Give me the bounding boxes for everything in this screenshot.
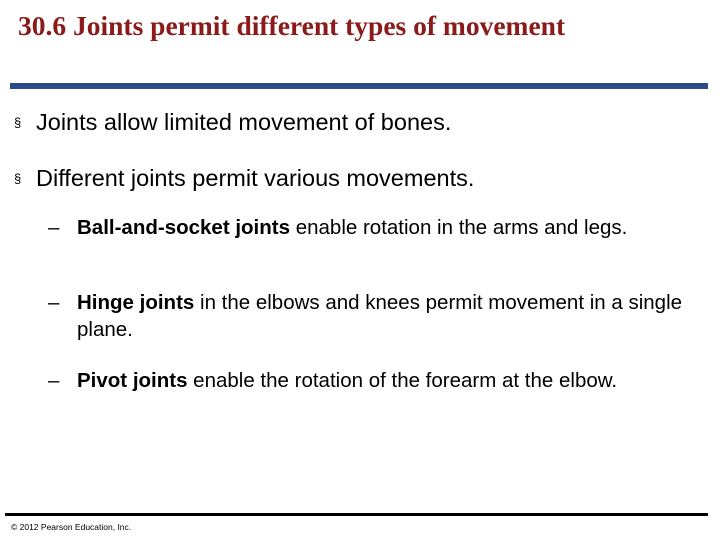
footer-divider (5, 513, 708, 516)
sub-bullet-text (77, 367, 688, 394)
dash-marker-icon: – (48, 216, 60, 239)
bullet-marker-icon: § (14, 171, 22, 186)
bullet-item (14, 108, 704, 137)
sub-bullet-item (48, 289, 688, 343)
bullet-text: Different joints permit various movements. (36, 165, 475, 191)
sub-bullet-term: Pivot joints (77, 369, 188, 392)
sub-bullet-term: Hinge joints (77, 291, 195, 314)
sub-bullet-description: enable rotation in the arms and legs. (290, 216, 628, 239)
dash-marker-icon: – (48, 369, 60, 392)
sub-bullet-item (48, 367, 688, 394)
sub-bullet-text (77, 214, 688, 241)
copyright-footer: © 2012 Pearson Education, Inc. (11, 522, 132, 532)
bullet-marker-icon: § (14, 115, 22, 130)
sub-bullet-description: enable the rotation of the forearm at the elbow. (187, 369, 618, 392)
sub-bullet-text (77, 289, 688, 343)
sub-bullet-item (48, 214, 688, 241)
sub-bullet-description: in the elbows and knees permit movement in a single plane. (77, 291, 683, 341)
dash-marker-icon: – (48, 291, 60, 314)
sub-bullet-term: Ball-and-socket joints (77, 216, 291, 239)
slide-title: 30.6 Joints permit different types of movement (18, 10, 566, 41)
bullet-text: Joints allow limited movement of bones. (36, 109, 452, 135)
title-divider (10, 83, 708, 89)
bullet-item (14, 164, 704, 193)
